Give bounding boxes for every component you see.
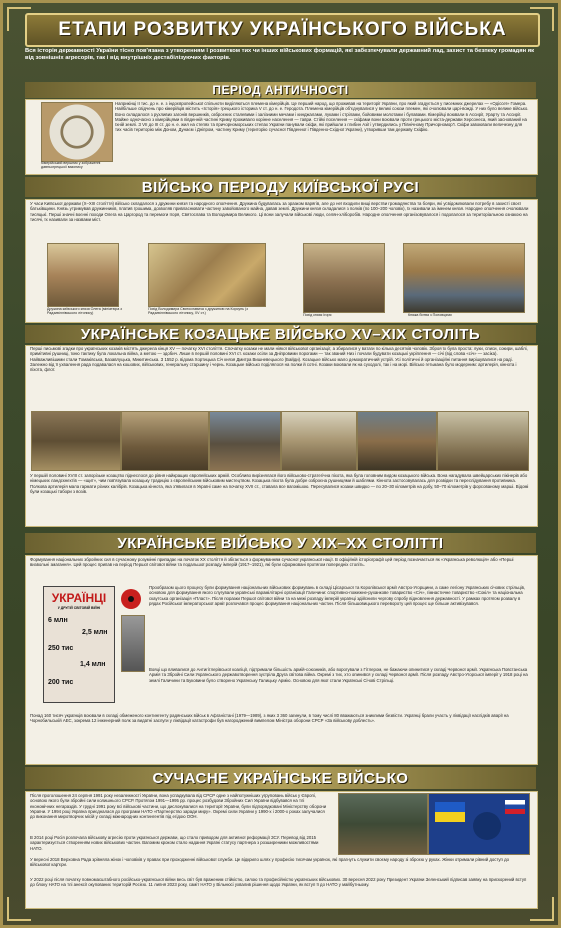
section-heading-text: УКРАЇНСЬКЕ ВІЙСЬКО У XIX–XX СТОЛІТТІ: [117, 534, 444, 552]
section-heading-modern: [25, 767, 536, 789]
section-heading-cossack: [25, 325, 536, 343]
twentieth-text-4: Понад 160 тисяч українців воювали в складі обмеженого контингенту радянських військ в Афганістані (1979—1989), з яких 3 360 загинули, в тому числі 80 вважаються зниклими безвісти. Українці брали участь у ліквідації наслідків аварії на Чорнобильській АЕС, зокрема 12 інженерний полк за видатні заслуги у ліквідації катастрофи був нагороджений вимпелом Міністра оборони СРСР «За військову доблесть».: [30, 713, 509, 724]
section-heading-text: ВІЙСЬКО ПЕРІОДУ КИЇВСЬКОЇ РУСІ: [141, 178, 420, 196]
cossack-painting-image: [437, 411, 529, 471]
miniature-image: [47, 243, 119, 307]
poster-subtitle: У ДРУГІЙ СВІТОВІЙ ВІЙНІ: [57, 606, 101, 610]
image-caption: Похід князя Ігоря: [303, 313, 332, 317]
cossack-painting-image: [357, 411, 437, 471]
poster-title: УКРАЇНЦІ: [51, 591, 107, 605]
kyivan-rus-text: У часи Київської держави (X–XIII століття) військо складалося з дружини князя та народного ополчення. Дружина будувалась за зразком варягів, але до неї входили вищі верстви громадянства та бояри, які усвідомлювали потребу в захисті своєї батьківщини. Князь утримував дружинників, платив грошима, дозволяв привласнювати частину завойованого майна, давав землі. Дружини князя складалися з полків (по 100–200 чоловік), їх називали за іменем князя. Народне ополчення очолювали тисяцькі. Перші значні воєнні походи Олега на Царгород та перемоги Ігоря, Святослава та Володимира Великого. Ці вони залучали військові люди, селян-хліборобів. Народне ополчення організовувалося і подолалося за територіальною ознакою на тисячі, їх називали за назвами міст.: [30, 201, 529, 222]
modern-text-4: У 2022 році після початку повномасштабного російсько-української війни весь світ був враженим стійкістю, силою та професійністю українських військових. 30 вересня 2022 року Президент України Зеленський підписав заявку на прискорений вступ до блоку НАТО на тлі анексії окупованих територій Росією. 11 липня 2023 року, саміт НАТО у Вільнюсі ухвалив рішення щодо України, як вступ її до НАТО у майбутньому.: [30, 877, 527, 888]
modern-text-2: В 2014 році Росія розпочала військову агресію проти української держави, що стало приводом для активної реформації ЗСУ. Перевод від 2015 характеризується створенням нових військових частин. Вагомим кроком стало надання Україні статусу партнера з розширеними можливостями НАТО.: [30, 835, 319, 851]
page-title: [25, 13, 540, 47]
image-caption: Кімерійський вершник у зображенні давньогрецької вазопису: [41, 161, 101, 170]
cossack-painting-image: [121, 411, 209, 471]
section-heading-text: УКРАЇНСЬКЕ КОЗАЦЬКЕ ВІЙСЬКО XV–XIX СТОЛІТЬ: [80, 325, 481, 343]
section-heading-text: СУЧАСНЕ УКРАЇНСЬКЕ ВІЙСЬКО: [152, 769, 409, 787]
cimmerian-vase-image: [41, 102, 113, 162]
poster-number: 200 тис: [48, 679, 74, 686]
poster-number: 250 тис: [48, 645, 74, 652]
intro-text: Вся історія державності України тісно пов'язана з утворенням і розвитком тих чи інших військових формацій, які забезпечували державний лад, захист та безпеку громадян як від зовнішніх агресорів, так і від внутрішніх дестабілізуючих факторів.: [25, 48, 534, 62]
nato-flags-photo: [428, 793, 530, 855]
cossack-painting-image: [281, 411, 357, 471]
modern-text-1: Після проголошення 24 серпня 1991 року незалежності України, вона успадкувала від СРСР одне з найпотужніших угруповань військ у Європі, основою якого були збройні сили колишнього СРСР. Протягом 1991—1995 рр. процес розбудови Збройних Сил України відбувався на тлі економічних негараздів. У грудні 1991 року всі військові частини, що дислокувалися на території України, були підпорядковані Міністерству оборони України. У 1994 році Україна приєдналася до програми НАТО «Партнерство заради миру». Окремі сили України у 1990-х і 2000-х роках залучалися до виконання миротворчих місій у складі міжнародних контингентів під егідою ООН.: [30, 793, 327, 820]
soldier-photo-image: [121, 615, 145, 672]
twentieth-text-2: Прообразом цього процесу були формування національних військових формувань в складі Цісарської та Королівської армії Австро-Угорщини, а саме легіону Українських січових стрільців, основою для формування якого слугували українські парамілітарні організації Галичини: спортивно-пожежне-руханкове товариство «Січ», гімнастичне товариство «Сокіл» та національна скаутська організація «Пласт». Після поразки Першої світової війни та на межі розпаду імперій українці здійснили чергову спробу відновлення державності. У рамках протягом розвалу в рядах Російської імператорської армії розпочався процес формування національних частин. Після більшовицького перевороту цей процес ще більше активізувався.: [149, 585, 526, 606]
poster-number: 6 млн: [48, 617, 68, 624]
poster-number: 1,4 млн: [80, 661, 106, 668]
poppy-icon: [121, 589, 141, 609]
twentieth-text-3: Вояці що вливалися до Антигітлерівської коаліції, підтримали більшість армій-союзників, або ворогували з Гітлером, не бажаючи опинитися у складі Червоної армії. Українська Повстанська Армія та Збройні Сили Українського державотворення зустріла Друга світова війна. Окремі з тих, хто опинився у складі Червоної армії. Після розпаду Австро-Угорської імперії у 1918 році на землі Галичини та Буковини було створено Українську Галицьку Армію. Основою для якої стали Українські Січові Стрільці.: [149, 667, 528, 683]
ukrainians-ww2-poster: [43, 586, 115, 703]
battle-painting-image: [403, 243, 525, 313]
twentieth-text-1: Формування національних збройних сил в сучасному розумінні припадає на початок XX століття й збігається з формуванням сучасної української нації. В офіційній історіографії цей період позначається як «Українська революція» або «Перші визвольні змагання». Цей процес припав на період Першої світової війни та подальшої розпаду імперій (1917–1921), які були сформовані протягом попередніх століть.: [30, 557, 514, 568]
miniature-image: [303, 243, 385, 313]
miniature-image: [148, 243, 266, 307]
section-heading-kyivan-rus: [25, 177, 536, 197]
modern-soldiers-photo: [338, 793, 428, 855]
antiquity-text: Наприкінці II тис. до н. е. з індоєвропейської спільноти виділяються племена кімерійців. Це перший народ, що проживав на території України, про який згадується у писемних джерелах — «Одіссеї» Гомера. Найбільше свідчень про кімерійців містить «Історія» грецького історика V ст. до н. е. Геродота. Племена кімерійців об'єднувалися у великі союзи племен, які очолювали царі-вожді. У них було велике військо. Воно складалося з рухливих загонів вершників, озброєних сталевими і залізними мечами і кинджалами, луками і стрілами, бойовими молотами і булавами. Кімерійці воювали в Ассирії, Урарту та Ассирії. Майже одночасно з кімерійцями в південній частині Криму проживало корінне населення — таври. Стійкі поселення — скіфами вони воювали проти грецького міста-держави Херсонеса, який заснований на їхній землі. З VII до III ст. до н. е. жил на степях та причорноморських степах України панували скіфи, які прийшли з глибин Азії і утвердились у Північному Причорномор'ї. Скіфи завоювали величезну для тих часів територію між Доном, Дунаєм і Дніпром, частину Криму (територію сучасної Південної і Південно-Східної України), утворивши там державу Скіфію.: [115, 101, 529, 133]
page-title-text: ЕТАПИ РОЗВИТКУ УКРАЇНСЬКОГО ВІЙСЬКА: [58, 19, 507, 40]
cossack-text-1: Перші письмові згадки про українських козаків містять джерела кінця XV — початку XVI століття. Спочатку козаки не мали ніякої військової організації, а збиралися у ватаги по кілька десятків чоловік. Зброя їх була проста: луки, списи, сокири, шаблі, примітивні рушниці, їхню тактику була локальна війна, а метою — здобич. Лише в першій половині XVI ст. козаки осіли за Дніпровими порогами — так званий Низ і почали будувати козацькі укріплення — січі (від слова «січ» — засіка). Найважливішими стали Томаківська, Базавлуцька, Микитинська. З 1552 р. відома Хортицька Січ князя Дмитра Вишневецького (Байди). Козацьке військо мало демократичний устрій. Усі політичні й організаційні питання вирішувалися на раді. Залежно від її ухвалення рада подавалася на кошових, військових, генеральну старшину і чернь. Козацьке військо поділялося на полки й сотні. Козаки воювали як на суходолі, так і на морі. Військо гетьмана було модерним: артилерія, кіннота і піхота, флот.: [30, 346, 528, 373]
cossack-painting-image: [209, 411, 281, 471]
poster-number: 2,5 млн: [82, 629, 108, 636]
section-heading-text: ПЕРІОД АНТИЧНОСТІ: [212, 83, 349, 97]
cossack-text-2: У першій половині XVIII ст. запорізьке козацтво піднеслося до рівня найкращих європейських армій. Особливо вирізнялася його військово-стратегічна піхота, яка була головним видом козацького війська. Вона нагадувала швейцарських пікінерів або німецьких ландскнехтів — «щит», чим пов'язувала козацьку традицію з європейським військовим мистецтвом. Козацька піхота була добре озброєна рушницями й шаблями. Кіннота застосовувалась для розвідки та переслідування противника. Полкова артилерія мала гармати різних калібрів. Козацька кіннота, яка з'явилася в Україні саме на початку XVII ст., ставала все вагомішою. Пересувалися козаки швидко — по 20–30 кілометрів на добу, 50–70 кілометрів у форсованому марші. Відомі були козацькі табори з возів.: [30, 473, 529, 494]
section-heading-antiquity: [25, 82, 536, 98]
modern-text-3: У вересні 2018 Верховна Рада зрівняла жінок і чоловіків у правах при проходженні військової служби. Це відкрило шлях у професію тисячам українок, які прагнуть служити своєму народу зі зброєю у руках. Жінки отримали рівний доступ до військової кар'єри.: [30, 857, 509, 868]
image-caption: Похід Володимира Святославича з дружиною на Корсунь (з Радзивіллівського літопису, XV ст.): [148, 307, 248, 316]
flag-icon: [505, 800, 525, 814]
section-heading-twentieth: [25, 533, 536, 553]
image-caption: Дружина київського князя Олега (мініатюра з Радзивіллівського літопису): [47, 307, 122, 316]
image-caption: Княжа битва з Половцями: [408, 313, 452, 317]
ukraine-flag-icon: [435, 802, 465, 822]
cossack-painting-image: [31, 411, 121, 471]
nato-emblem-icon: [473, 812, 501, 840]
